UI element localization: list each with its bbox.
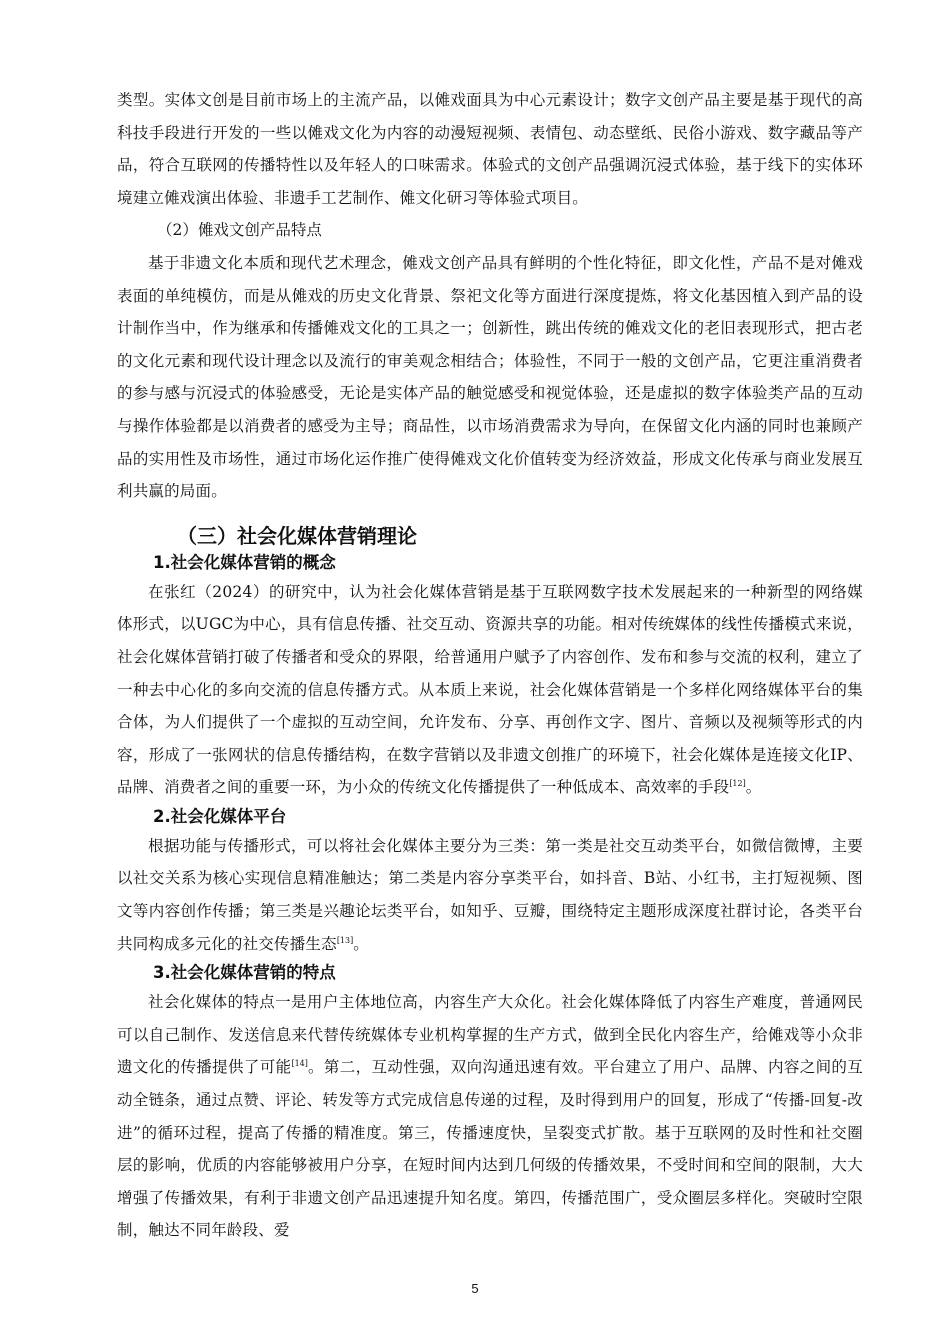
paragraph-concept-end: 。 (745, 778, 762, 797)
citation-12[interactable]: [12] (729, 779, 746, 789)
subheading-product-features: （2）傩戏文创产品特点 (157, 221, 322, 240)
paragraph-features-text-a: 社会化媒体的特点一是用户主体地位高，内容生产大众化。社会化媒体降低了内容生产难度，普通网民可以自己制作、发送信息来代替传统媒体专业机构掌握的生产方式，做到全民化内容生产，给傩戏等小众非遗文化的传播提供了可能 (117, 993, 863, 1077)
page-body (117, 84, 863, 1247)
paragraph-features-text-b: 。第二，互动性强，双向沟通迅速有效。平台建立了用户、品牌、内容之间的互动全链条，通过点赞、评论、转发等方式完成信息传递的过程，及时得到用户的回复，形成了“传播-回复-改进”的循环过程，提高了传播的精准度。第三，传播速度快，呈裂变式扩散。基于互联网的及时性和社交圈层的影响，优质的内容能够被用户分享，在短时间内达到几何级的传播效果，不受时间和空间的限制，大大增强了传播效果，有利于非遗文创产品迅速提升知名度。第四，传播范围广，受众圈层多样化。突破时空限制，触达不同年龄段、爱 (117, 1058, 863, 1240)
section-title-social-media-marketing: （三）社会化媒体营销理论 (177, 523, 417, 548)
citation-14[interactable]: [14] (291, 1059, 308, 1069)
citation-13[interactable]: [13] (336, 935, 354, 945)
heading-platforms: 2.社会化媒体平台 (153, 806, 287, 826)
paragraph-concept-text: 在张红（2024）的研究中，认为社会化媒体营销是基于互联网数字技术发展起来的一种新型的网络媒体形式，以UGC为中心，具有信息传播、社交互动、资源共享的功能。相对传统媒体的线性传播模式来说，社会化媒体营销打破了传播者和受众的界限，给普通用户赋予了内容创作、发布和参与交流的权利，建立了一种去中心化的多向交流的信息传播方式。从本质上来说，社会化媒体营销是一个多样化网络媒体平台的集合体，为人们提供了一个虚拟的互动空间，允许发布、分享、再创作文字、图片、音频以及视频等形式的内容，形成了一张网状的信息传播结构，在数字营销以及非遗文创推广的环境下，社会化媒体是连接文化IP、品牌、消费者之间的重要一环，为小众的传统文化传播提供了一种低成本、高效率的手段 (117, 582, 863, 797)
paragraph-platforms (117, 830, 863, 960)
paragraph-concept (117, 576, 863, 804)
paragraph-platforms-end: 。 (353, 934, 369, 953)
page-number: 5 (471, 1281, 479, 1296)
paragraph-product-types: 类型。实体文创是目前市场上的主流产品，以傩戏面具为中心元素设计；数字文创产品主要是基于现代的高科技手段进行开发的一些以傩戏文化为内容的动漫短视频、表情包、动态壁纸、民俗小游戏、数字藏品等产品，符合互联网的传播特性以及年轻人的口味需求。体验式的文创产品强调沉浸式体验，基于线下的实体环境建立傩戏演出体验、非遗手工艺制作、傩文化研习等体验式项目。 (117, 91, 863, 207)
heading-concept: 1.社会化媒体营销的概念 (153, 552, 336, 572)
paragraph-features (117, 986, 863, 1247)
paragraph-platforms-text: 根据功能与传播形式，可以将社会化媒体主要分为三类：第一类是社交互动类平台，如微信微博，主要以社交关系为核心实现信息精准触达；第二类是内容分享类平台，如抖音、B站、小红书，主打短视频、图文等内容创作传播；第三类是兴趣论坛类平台，如知乎、豆瓣，围绕特定主题形成深度社群讨论，各类平台共同构成多元化的社交传播生态 (117, 836, 863, 953)
paragraph-product-features: 基于非遗文化本质和现代艺术理念，傩戏文创产品具有鲜明的个性化特征，即文化性，产品不是对傩戏表面的单纯模仿，而是从傩戏的历史文化背景、祭祀文化等方面进行深度提炼，将文化基因植入到产品的设计制作当中，作为继承和传播傩戏文化的工具之一；创新性，跳出传统的傩戏文化的老旧表现形式，把古老的文化元素和现代设计理念以及流行的审美观念相结合；体验性，不同于一般的文创产品，它更注重消费者的参与感与沉浸式的体验感受，无论是实体产品的触觉感受和视觉体验，还是虚拟的数字体验类产品的互动与操作体验都是以消费者的感受为主导；商品性，以市场消费需求为导向，在保留文化内涵的同时也兼顾产品的实用性及市场性，通过市场化运作推广使得傩戏文化价值转变为经济效益，形成文化传承与商业发展互利共赢的局面。 (117, 253, 863, 501)
heading-features: 3.社会化媒体营销的特点 (153, 963, 336, 983)
